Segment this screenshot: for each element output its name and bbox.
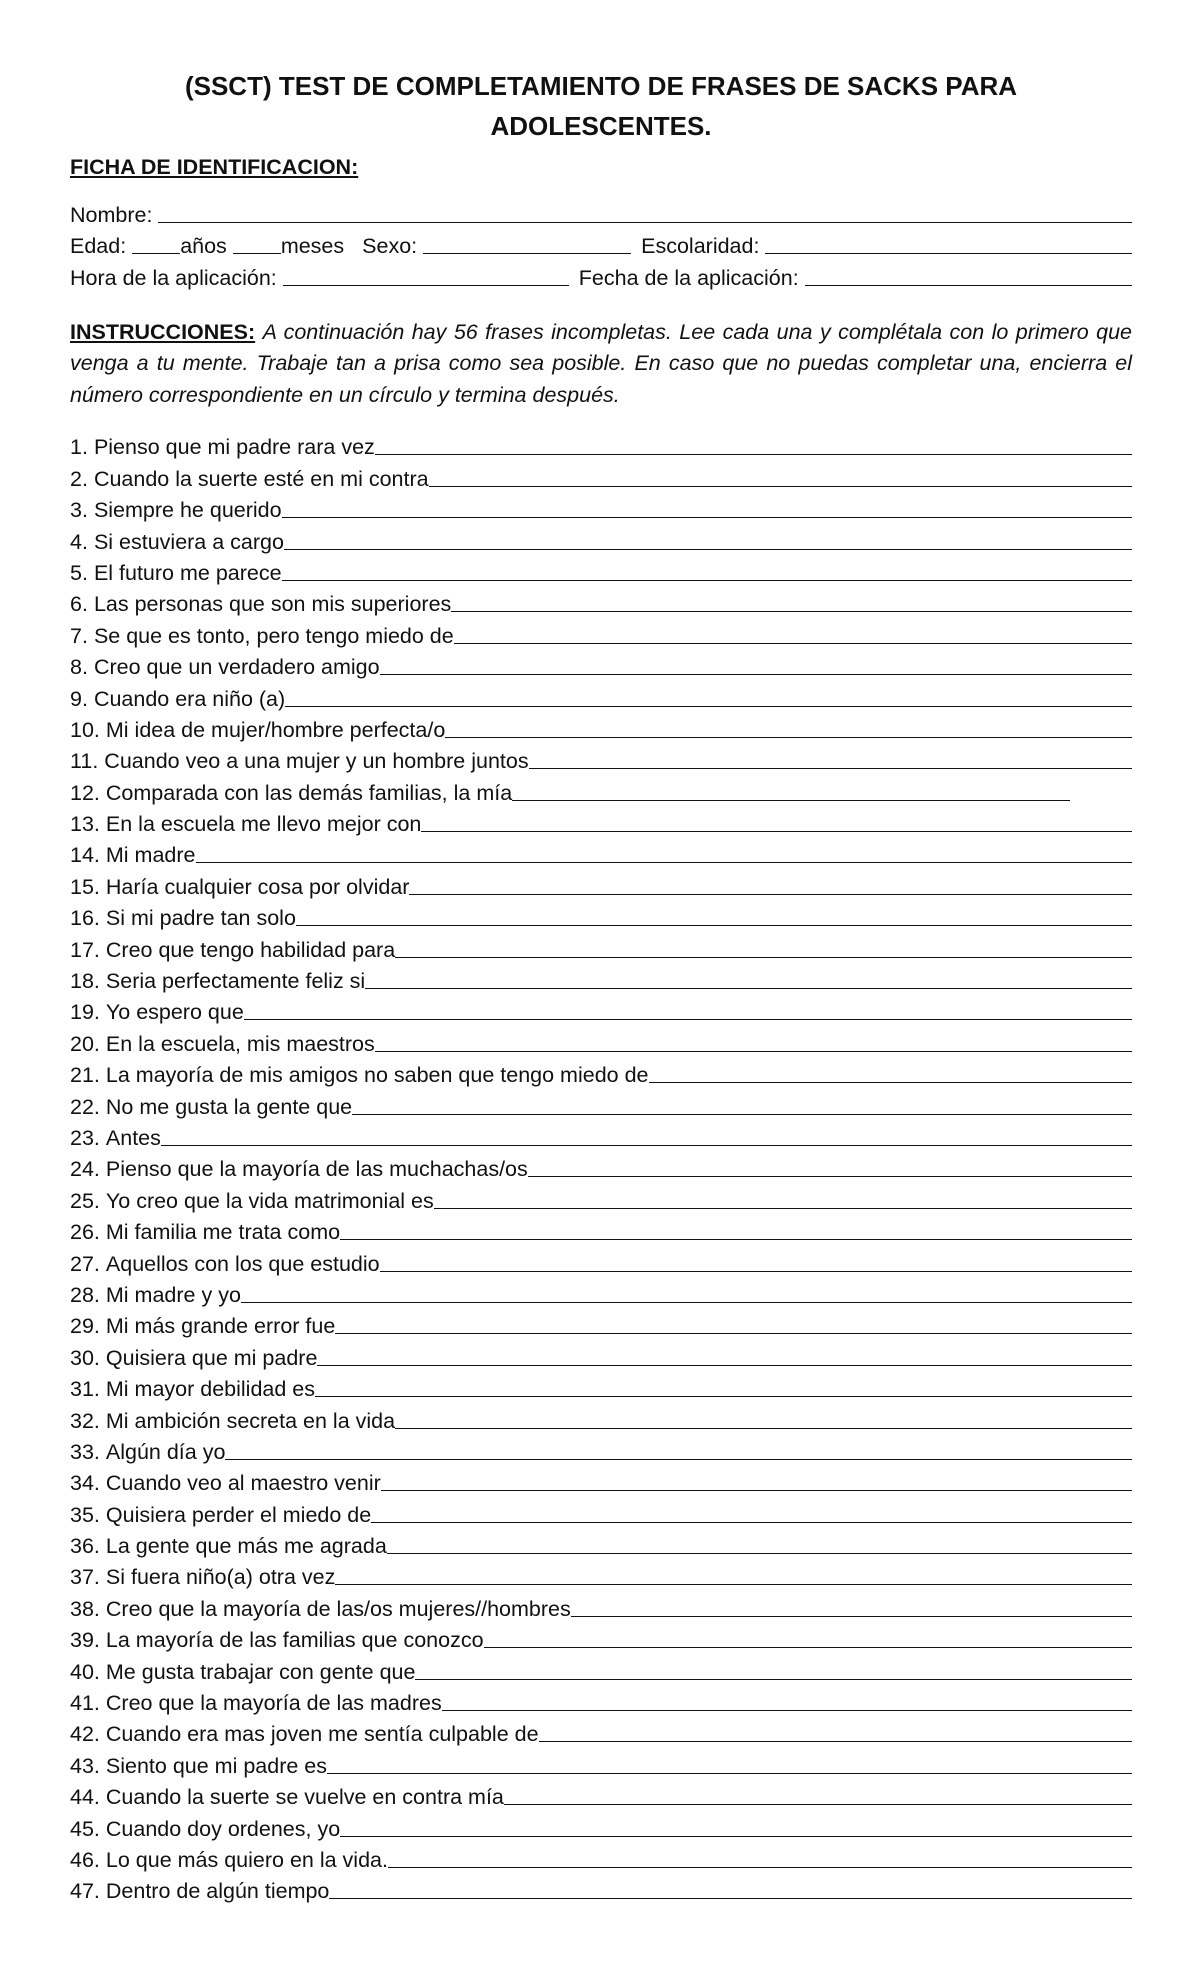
- sentence-item: [70, 1182, 1132, 1213]
- sentence-stem: Si estuviera a cargo: [93, 529, 284, 554]
- answer-line[interactable]: [327, 1773, 1132, 1774]
- sentence-stem: Mi madre y yo: [105, 1282, 241, 1307]
- sentence-number: 11.: [70, 749, 99, 774]
- sentence-item: [70, 586, 1132, 617]
- answer-line[interactable]: [241, 1302, 1132, 1303]
- sentence-stem: Cuando la suerte se vuelve en contra mía: [105, 1785, 504, 1810]
- sentence-item: [70, 994, 1132, 1025]
- sentence-item: [70, 743, 1132, 774]
- answer-line[interactable]: [445, 737, 1132, 738]
- sentence-stem: Yo creo que la vida matrimonial es: [105, 1188, 434, 1213]
- sentence-stem: En la escuela, mis maestros: [105, 1031, 375, 1056]
- sentence-number: 6.: [70, 592, 88, 617]
- answer-line[interactable]: [371, 1522, 1132, 1523]
- sentence-item: [70, 1339, 1132, 1370]
- fecha-label: Fecha de la aplicación:: [578, 265, 799, 290]
- sentence-item: [70, 1842, 1132, 1873]
- sentence-number: 20.: [70, 1031, 100, 1056]
- instructions: [70, 317, 1132, 412]
- sentence-stem: Yo espero que: [105, 1000, 244, 1025]
- sentence-number: 23.: [70, 1125, 100, 1150]
- sentence-number: 24.: [70, 1157, 100, 1182]
- answer-line[interactable]: [380, 1271, 1132, 1272]
- answer-line[interactable]: [395, 1428, 1132, 1429]
- answer-line[interactable]: [285, 706, 1132, 707]
- escolaridad-field[interactable]: [765, 253, 1132, 254]
- sentence-number: 29.: [70, 1314, 100, 1339]
- sentence-number: 18.: [70, 969, 100, 994]
- sentence-number: 33.: [70, 1439, 100, 1464]
- sentence-number: 14.: [70, 843, 100, 868]
- answer-line[interactable]: [161, 1145, 1132, 1146]
- sentence-item: [70, 1151, 1132, 1182]
- answer-line[interactable]: [649, 1082, 1132, 1083]
- answer-line[interactable]: [329, 1898, 1132, 1899]
- sentence-number: 1.: [70, 435, 88, 460]
- sentence-stem: En la escuela me llevo mejor con: [105, 812, 422, 837]
- sentence-number: 34.: [70, 1471, 100, 1496]
- answer-line[interactable]: [225, 1459, 1132, 1460]
- sentence-stem: Mi ambición secreta en la vida: [105, 1408, 396, 1433]
- answer-line[interactable]: [196, 862, 1133, 863]
- sentence-item: [70, 1025, 1132, 1056]
- sentence-number: 5.: [70, 560, 88, 585]
- sentence-item: [70, 1716, 1132, 1747]
- answer-line[interactable]: [388, 1867, 1132, 1868]
- sentence-stem: Aquellos con los que estudio: [105, 1251, 380, 1276]
- sentence-item: [70, 1057, 1132, 1088]
- sentence-stem: Cuando era niño (a): [93, 686, 286, 711]
- sentence-item: [70, 1653, 1132, 1684]
- answer-line[interactable]: [429, 486, 1132, 487]
- sentence-stem: Cuando veo al maestro venir: [105, 1471, 381, 1496]
- sentence-number: 38.: [70, 1596, 100, 1621]
- sentence-number: 19.: [70, 1000, 100, 1025]
- answer-line[interactable]: [454, 643, 1132, 644]
- answer-line[interactable]: [387, 1553, 1132, 1554]
- edad-anos-field[interactable]: [132, 253, 180, 254]
- answer-line[interactable]: [317, 1365, 1132, 1366]
- answer-line[interactable]: [381, 1490, 1132, 1491]
- sentence-stem: Pienso que mi padre rara vez: [93, 435, 375, 460]
- sentence-item: [70, 1559, 1132, 1590]
- sentence-number: 39.: [70, 1628, 100, 1653]
- edad-label: Edad:: [70, 234, 127, 258]
- answer-line[interactable]: [375, 454, 1132, 455]
- sentence-number: 42.: [70, 1722, 100, 1747]
- field-row-hora-fecha: [70, 259, 1132, 291]
- sentence-stem: Quisiera que mi padre: [105, 1345, 318, 1370]
- answer-line[interactable]: [421, 831, 1132, 832]
- answer-line[interactable]: [315, 1396, 1132, 1397]
- sentence-number: 21.: [70, 1063, 100, 1088]
- meses-label: meses: [280, 234, 345, 258]
- sentence-item: [70, 1308, 1132, 1339]
- page-title-line-1: (SSCT) TEST DE COMPLETAMIENTO DE FRASES DE SACKS PARA: [184, 71, 1018, 101]
- sentence-item: [70, 1779, 1132, 1810]
- instructions-label: INSTRUCCIONES:: [70, 319, 256, 344]
- sentence-item: [70, 429, 1132, 460]
- sentence-item: [70, 649, 1132, 680]
- sentence-stem: No me gusta la gente que: [105, 1094, 353, 1119]
- sentence-item: [70, 555, 1132, 586]
- sentence-stem: El futuro me parece: [93, 560, 282, 585]
- sentence-item: [70, 1245, 1132, 1276]
- identification-fields: [70, 196, 1132, 291]
- escolaridad-label: Escolaridad:: [641, 234, 760, 258]
- sentence-item: [70, 1277, 1132, 1308]
- answer-line[interactable]: [380, 674, 1132, 675]
- sentence-item: [70, 1371, 1132, 1402]
- sentence-number: 7.: [70, 623, 88, 648]
- sentence-stem: Pienso que la mayoría de las muchachas/os: [105, 1157, 528, 1182]
- sentence-item: [70, 1622, 1132, 1653]
- page-title-line-2: ADOLESCENTES.: [490, 111, 712, 141]
- sentence-item: [70, 1685, 1132, 1716]
- field-row-edad-sexo: [70, 228, 1132, 260]
- sentence-stem: Se que es tonto, pero tengo miedo de: [93, 623, 454, 648]
- sentence-stem: Cuando veo a una mujer y un hombre juntos: [104, 749, 529, 774]
- edad-meses-field[interactable]: [233, 253, 281, 254]
- sentence-item: [70, 806, 1132, 837]
- sentence-stem: Creo que la mayoría de las/os mujeres//hombres: [105, 1596, 571, 1621]
- sentence-stem: Mi idea de mujer/hombre perfecta/o: [105, 717, 446, 742]
- sentence-item: [70, 868, 1132, 899]
- ficha-heading: FICHA DE IDENTIFICACION:: [70, 155, 359, 179]
- answer-line[interactable]: [296, 925, 1132, 926]
- sentence-stem: Mi mayor debilidad es: [105, 1377, 316, 1402]
- sentence-number: 22.: [70, 1094, 100, 1119]
- answer-line[interactable]: [244, 1019, 1132, 1020]
- sentence-number: 46.: [70, 1847, 100, 1872]
- sentence-stem: Me gusta trabajar con gente que: [105, 1659, 416, 1684]
- sentence-item: [70, 523, 1132, 554]
- answer-line[interactable]: [434, 1208, 1132, 1209]
- sentence-stem: Antes: [105, 1125, 161, 1150]
- sentence-item: [70, 931, 1132, 962]
- answer-line[interactable]: [504, 1804, 1132, 1805]
- sentence-number: 31.: [70, 1377, 100, 1402]
- sentence-stem: Siento que mi padre es: [105, 1753, 328, 1778]
- sexo-field[interactable]: [423, 253, 631, 254]
- answer-line[interactable]: [282, 517, 1132, 518]
- sentence-item: [70, 1088, 1132, 1119]
- sentence-number: 8.: [70, 655, 88, 680]
- sentence-stem: Comparada con las demás familias, la mía: [105, 780, 513, 805]
- sentence-stem: Creo que un verdadero amigo: [93, 655, 380, 680]
- sentence-number: 16.: [70, 906, 100, 931]
- sentence-number: 27.: [70, 1251, 100, 1276]
- sentence-stem: Mi familia me trata como: [105, 1220, 341, 1245]
- sentence-number: 35.: [70, 1502, 100, 1527]
- sentence-item: [70, 460, 1132, 491]
- sentence-item: [70, 1810, 1132, 1841]
- sentence-stem: Mi madre: [105, 843, 196, 868]
- sentence-number: 43.: [70, 1753, 100, 1778]
- sentence-stem: Si fuera niño(a) otra vez: [105, 1565, 336, 1590]
- sentence-item: [70, 1214, 1132, 1245]
- answer-line[interactable]: [512, 800, 1070, 801]
- sentence-stem: Dentro de algún tiempo: [105, 1879, 330, 1904]
- answer-line[interactable]: [365, 988, 1132, 989]
- sentence-item: [70, 963, 1132, 994]
- sentence-number: 47.: [70, 1879, 100, 1904]
- sentence-number: 40.: [70, 1659, 100, 1684]
- nombre-field[interactable]: [158, 222, 1132, 223]
- sentence-item: [70, 492, 1132, 523]
- sentence-number: 15.: [70, 874, 100, 899]
- answer-line[interactable]: [282, 580, 1132, 581]
- answer-line[interactable]: [340, 1836, 1132, 1837]
- sentence-item: [70, 617, 1132, 648]
- answer-line[interactable]: [284, 549, 1132, 550]
- sentence-number: 10.: [70, 717, 100, 742]
- sentence-number: 26.: [70, 1220, 100, 1245]
- sentence-stem: Creo que tengo habilidad para: [105, 937, 396, 962]
- sexo-label: Sexo:: [362, 234, 418, 258]
- answer-line[interactable]: [529, 768, 1132, 769]
- sentence-stem: La mayoría de las familias que conozco: [105, 1628, 484, 1653]
- answer-line[interactable]: [528, 1176, 1132, 1177]
- answer-line[interactable]: [375, 1051, 1132, 1052]
- sentence-stem: Siempre he querido: [93, 498, 282, 523]
- sentence-number: 41.: [70, 1691, 100, 1716]
- answer-line[interactable]: [409, 894, 1132, 895]
- sentence-stem: Cuando la suerte esté en mi contra: [93, 466, 429, 491]
- sentence-stem: Si mi padre tan solo: [105, 906, 296, 931]
- sentence-item: [70, 1496, 1132, 1527]
- sentence-item: [70, 1873, 1132, 1904]
- sentence-item: [70, 1120, 1132, 1151]
- sentence-stem: Algún día yo: [105, 1439, 226, 1464]
- sentence-item: [70, 712, 1132, 743]
- sentence-number: 13.: [70, 812, 100, 837]
- sentence-item: [70, 1747, 1132, 1778]
- sentence-number: 36.: [70, 1534, 100, 1559]
- nombre-label: Nombre:: [70, 202, 153, 227]
- fecha-field[interactable]: [805, 285, 1132, 286]
- sentence-item: [70, 1434, 1132, 1465]
- sentence-item: [70, 1528, 1132, 1559]
- sentence-number: 25.: [70, 1188, 100, 1213]
- sentence-number: 3.: [70, 498, 88, 523]
- answer-line[interactable]: [395, 957, 1132, 958]
- answer-line[interactable]: [335, 1333, 1132, 1334]
- sentence-stem: Haría cualquier cosa por olvidar: [105, 874, 410, 899]
- instructions-text: A continuación hay 56 frases incompletas. Lee cada una y complétala con lo primero que venga a tu mente. Trabaje tan a prisa como sea posible. En caso que no puedas completar una, encierra el número correspondiente en un círculo y termina después.: [70, 319, 1132, 407]
- sentence-stem: Quisiera perder el miedo de: [105, 1502, 372, 1527]
- sentence-number: 28.: [70, 1282, 100, 1307]
- sentence-item: [70, 1402, 1132, 1433]
- sentence-number: 45.: [70, 1816, 100, 1841]
- sentence-number: 30.: [70, 1345, 100, 1370]
- answer-line[interactable]: [571, 1616, 1132, 1617]
- sentence-item: [70, 1465, 1132, 1496]
- answer-line[interactable]: [352, 1114, 1132, 1115]
- sentence-item: [70, 680, 1132, 711]
- sentence-number: 9.: [70, 686, 88, 711]
- sentence-number: 2.: [70, 466, 88, 491]
- sentence-number: 17.: [70, 937, 100, 962]
- sentence-item: [70, 900, 1132, 931]
- sentence-item: [70, 837, 1132, 868]
- sentence-stem: Lo que más quiero en la vida.: [105, 1847, 388, 1872]
- sentence-stem: La mayoría de mis amigos no saben que tengo miedo de: [105, 1063, 649, 1088]
- sentence-list: [70, 429, 1132, 1904]
- sentence-item: [70, 774, 1132, 805]
- sentence-number: 4.: [70, 529, 88, 554]
- hora-label: Hora de la aplicación:: [70, 265, 277, 290]
- sentence-stem: Creo que la mayoría de las madres: [105, 1691, 442, 1716]
- field-row-nombre: [70, 196, 1132, 228]
- sentence-number: 44.: [70, 1785, 100, 1810]
- anos-label: años: [180, 234, 227, 258]
- worksheet-page: [70, 66, 1132, 1904]
- sentence-stem: Mi más grande error fue: [105, 1314, 336, 1339]
- sentence-stem: Cuando era mas joven me sentía culpable de: [105, 1722, 539, 1747]
- sentence-number: 12.: [70, 780, 100, 805]
- sentence-number: 32.: [70, 1408, 100, 1433]
- answer-line[interactable]: [451, 611, 1132, 612]
- answer-line[interactable]: [484, 1647, 1132, 1648]
- sentence-stem: La gente que más me agrada: [105, 1534, 387, 1559]
- hora-field[interactable]: [283, 285, 569, 286]
- answer-line[interactable]: [335, 1584, 1132, 1585]
- sentence-item: [70, 1590, 1132, 1621]
- sentence-stem: Cuando doy ordenes, yo: [105, 1816, 341, 1841]
- answer-line[interactable]: [539, 1741, 1132, 1742]
- answer-line[interactable]: [415, 1679, 1132, 1680]
- sentence-number: 37.: [70, 1565, 100, 1590]
- sentence-stem: Las personas que son mis superiores: [93, 592, 452, 617]
- answer-line[interactable]: [340, 1239, 1132, 1240]
- answer-line[interactable]: [442, 1710, 1132, 1711]
- sentence-stem: Seria perfectamente feliz si: [105, 969, 366, 994]
